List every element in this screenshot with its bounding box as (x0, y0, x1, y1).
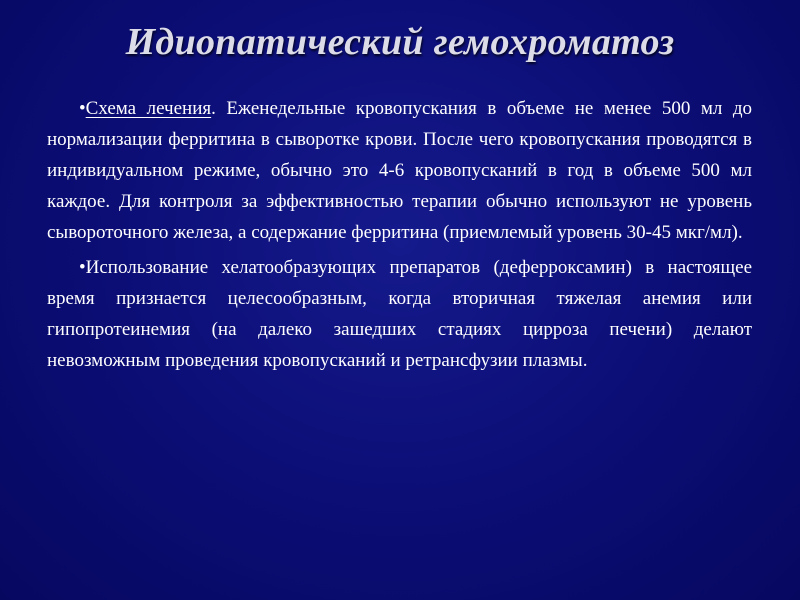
treatment-scheme-text: . Еженедельные кровопускания в объеме не менее 500 мл до нормализации ферритина в сыворотке крови. После чего кровопускания проводятся в индивидуальном режиме, обычно это 4-6 кровопусканий в год в объеме 500 мл каждое. Для контроля за эффективностью терапии обычно используют не уровень сывороточного железа, а содержание ферритина (приемлемый уровень 30-45 мкг/мл). (47, 98, 752, 243)
bullet-marker: • (79, 257, 86, 278)
bullet-paragraph-chelation (47, 252, 752, 376)
slide-title: Идиопатический гемохроматоз (125, 21, 675, 63)
slide-body (47, 93, 752, 376)
chelation-text: Использование хелатообразующих препаратов (деферроксамин) в настоящее время признается целесообразным, когда вторичная тяжелая анемия или гипопротеинемия (на далеко зашедших стадиях цирроза печени) делают невозможным проведения кровопусканий и ретрансфузии плазмы. (47, 257, 752, 371)
treatment-scheme-heading: Схема лечения (85, 98, 212, 119)
bullet-marker: • (79, 98, 86, 119)
bullet-paragraph-treatment (47, 93, 752, 248)
